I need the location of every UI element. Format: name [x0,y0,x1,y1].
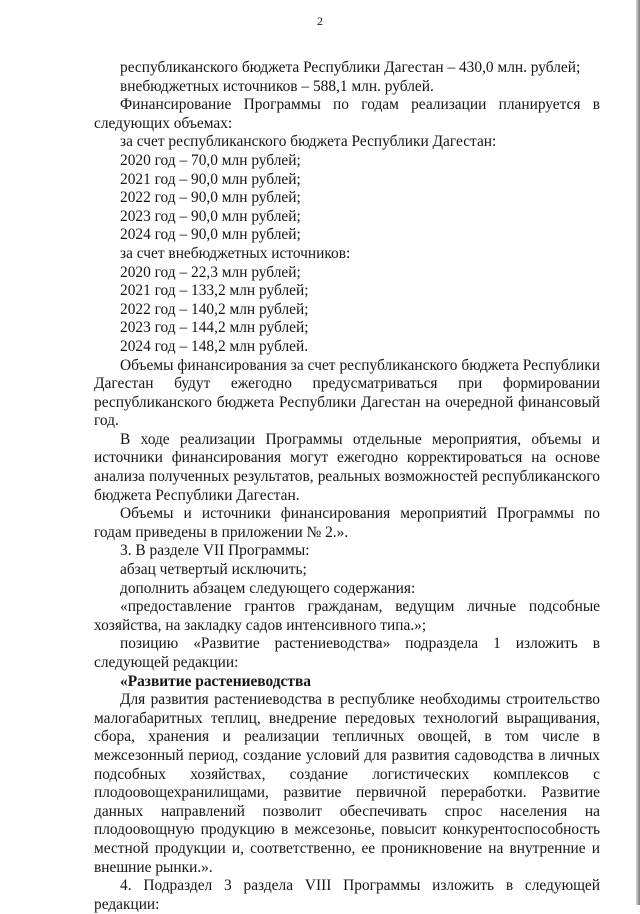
paragraph: за счет внебюджетных источников: [120,244,351,262]
paragraph: абзац четвертый исключить; [120,561,307,579]
paragraph: 4. Подраздел 3 раздела VIII Программы изложить в следующей редакции: [94,877,600,913]
paragraph: позицию «Развитие растениеводства» подраздела 1 изложить в следующей редакции: [94,635,600,671]
paragraph: Объемы и источники финансирования мероприятий Программы по годам приведены в приложении № 2.». [94,505,600,541]
paragraph: за счет республиканского бюджета Республики Дагестан: [120,133,497,151]
list-item: 2020 год – 70,0 млн рублей; [120,151,301,169]
paragraph: внебюджетных источников – 588,1 млн. рублей. [120,77,434,95]
list-item: 2022 год – 90,0 млн рублей; [120,189,301,207]
section-heading: «Развитие растениеводства [120,672,311,690]
document-body [94,59,600,914]
list-item: 2021 год – 90,0 млн рублей; [120,170,301,188]
paragraph: Для развития растениеводства в республике необходимы строительство малогабаритных теплиц, внедрение передовых технологий выращивания, сбора, хранения и реализации тепличных овощей, в том числе в межсезонный период, создание условий для развития садоводства в личных подсобных хозяйствах, создание логистических комплексов с плодоовощехранилищами, развитие первичной переработки. Развитие данных направлений позволит обеспечивать спрос населения на плодоовощную продукцию в межсезонье, повысит конкурентоспособность местной продукции и, соответственно, ее проникновение на внутренние и внешние рынки.». [94,691,600,876]
paragraph: дополнить абзацем следующего содержания: [120,579,416,597]
list-item: 2020 год – 22,3 млн рублей; [120,263,301,281]
list-item: 2023 год – 90,0 млн рублей; [120,207,301,225]
list-item: 2024 год – 148,2 млн рублей. [120,337,309,355]
paragraph: В ходе реализации Программы отдельные мероприятия, объемы и источники финансирования могут ежегодно корректироваться на основе анализа полученных результатов, реальных возможностей республиканского бюджета Республики Дагестан. [94,430,600,504]
list-item: 2022 год – 140,2 млн рублей; [120,300,309,318]
paragraph: республиканского бюджета Республики Дагестан – 430,0 млн. рублей; [120,59,581,76]
list-item: 2024 год – 90,0 млн рублей; [120,226,301,244]
paragraph: «предоставление грантов гражданам, ведущим личные подсобные хозяйства, на закладку садов интенсивного типа.»; [94,598,600,634]
scan-edge-shadow [636,0,640,905]
paragraph: Объемы финансирования за счет республиканского бюджета Республики Дагестан будут ежегодно предусматриваться при формировании республиканского бюджета Республики Дагестан на очередной финансовый год. [94,356,600,430]
page-number: 2 [317,14,323,28]
paragraph: 3. В разделе VII Программы: [120,542,310,560]
list-item: 2021 год – 133,2 млн рублей; [120,282,309,300]
paragraph: Финансирование Программы по годам реализации планируется в следующих объемах: [94,96,600,132]
list-item: 2023 год – 144,2 млн рублей; [120,319,309,337]
